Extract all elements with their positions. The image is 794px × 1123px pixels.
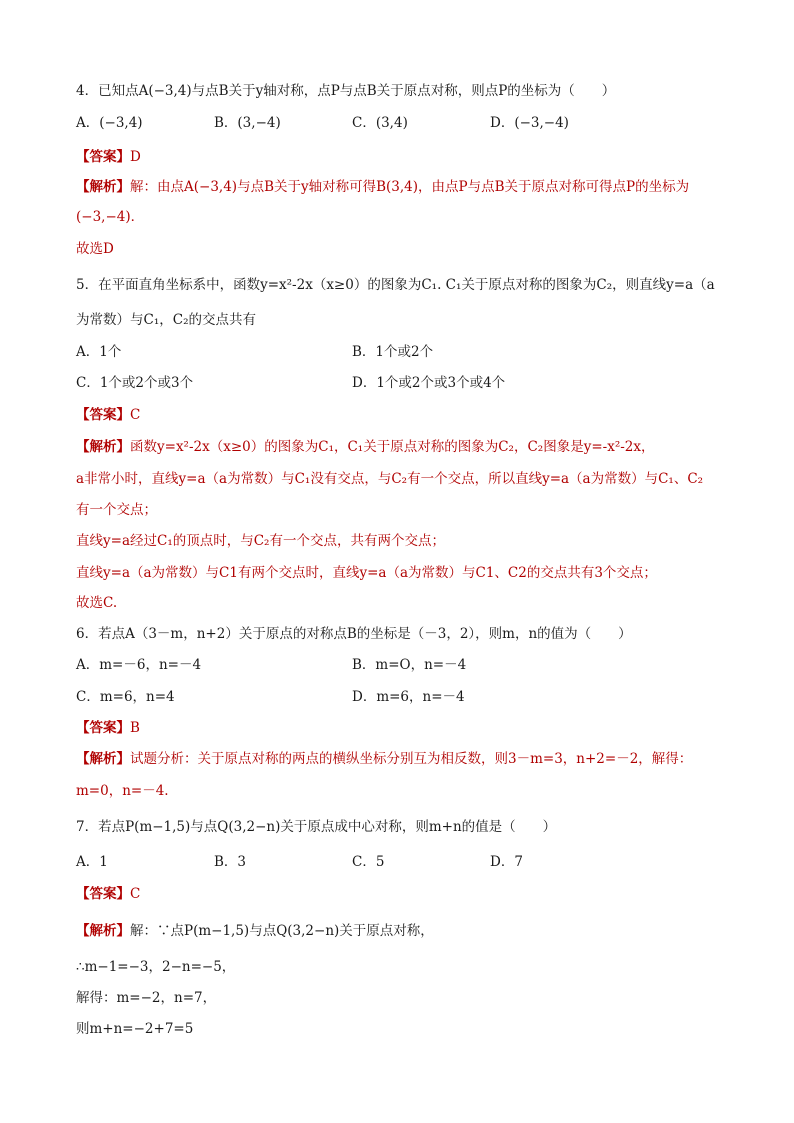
- q4-option-a: A．(−3,4): [76, 115, 143, 131]
- answer-value: C: [130, 407, 141, 423]
- q4-analysis-line-3: 故选D: [76, 241, 114, 257]
- q5-analysis-line-5: 直线y=a（a为常数）与C1有两个交点时，直线y=a（a为常数）与C1、C2的交点共有3个交点；: [76, 565, 657, 581]
- q5-option-a: A．1个: [76, 344, 122, 360]
- analysis-text: 解：∵点P(m−1,5)与点Q(3,2−n)关于原点对称，: [130, 923, 434, 939]
- q5-analysis-line-4: 直线y=a经过C₁的顶点时，与C₂有一个交点，共有两个交点；: [76, 533, 445, 549]
- q4-answer: [76, 148, 141, 166]
- analysis-text: 试题分析：关于原点对称的两点的横纵坐标分别互为相反数，则3－m=3，n+2=－2，解得：: [130, 751, 693, 767]
- q7-option-b: B．3: [214, 854, 247, 870]
- answer-label: 【答案】: [76, 886, 130, 902]
- q6-option-a: A．m=－6，n=－4: [76, 657, 202, 673]
- answer-value: C: [130, 886, 141, 902]
- q4-analysis-line-2: (−3,−4)．: [76, 209, 145, 225]
- q5-stem-line-2: 为常数）与C₁，C₂的交点共有: [76, 312, 256, 328]
- answer-label: 【答案】: [76, 720, 130, 736]
- q5-option-b: B．1个或2个: [352, 344, 434, 360]
- q7-analysis-line-4: 则m+n=−2+7=5: [76, 1021, 194, 1037]
- q5-stem-line-1: 5．在平面直角坐标系中，函数y=x²-2x（x≥0）的图象为C₁. C₁关于原点对称的图象为C₂，则直线y=a（a: [76, 277, 715, 293]
- q6-option-d: D．m=6，n=－4: [352, 689, 465, 705]
- q4-stem: 4．已知点A(−3,4)与点B关于y轴对称，点P与点B关于原点对称，则点P的坐标为（ ）: [76, 83, 616, 99]
- q5-analysis-line-2: a非常小时，直线y=a（a为常数）与C₁没有交点，与C₂有一个交点，所以直线y=a（a为常数）与C₁、C₂: [76, 471, 704, 487]
- q6-option-c: C．m=6，n=4: [76, 689, 175, 705]
- q7-answer: [76, 885, 140, 903]
- analysis-text: 函数y=x²-2x（x≥0）的图象为C₁，C₁关于原点对称的图象为C₂，C₂图象是y=-x²-2x，: [130, 439, 655, 455]
- q5-analysis-line-3: 有一个交点；: [76, 502, 157, 518]
- q7-analysis-line-2: ∴m−1=−3，2−n=−5，: [76, 959, 236, 975]
- q5-answer: [76, 406, 140, 424]
- q6-analysis-line-1: [76, 750, 692, 768]
- analysis-label: 【解析】: [76, 439, 130, 455]
- q7-option-c: C．5: [352, 854, 385, 870]
- q7-option-a: A．1: [76, 854, 108, 870]
- analysis-text: 解：由点A(−3,4)与点B关于y轴对称可得B(3,4)，由点P与点B关于原点对称可得点P的坐标为: [130, 179, 690, 195]
- analysis-label: 【解析】: [76, 923, 130, 939]
- answer-label: 【答案】: [76, 407, 130, 423]
- q6-analysis-line-2: m=0，n=－4.: [76, 783, 169, 799]
- analysis-label: 【解析】: [76, 751, 130, 767]
- q7-option-d: D．7: [490, 854, 523, 870]
- q4-option-b: B．(3,−4): [214, 115, 281, 131]
- q4-option-c: C．(3,4): [352, 115, 408, 131]
- q5-option-d: D．1个或2个或3个或4个: [352, 375, 506, 391]
- q5-analysis-line-1: [76, 438, 655, 456]
- q7-analysis-line-1: [76, 922, 434, 940]
- q5-analysis-line-6: 故选C.: [76, 595, 118, 611]
- answer-value: D: [130, 149, 141, 165]
- answer-label: 【答案】: [76, 149, 130, 165]
- analysis-label: 【解析】: [76, 179, 130, 195]
- q4-option-d: D．(−3,−4): [490, 115, 569, 131]
- q5-option-c: C．1个或2个或3个: [76, 375, 194, 391]
- q6-stem: 6．若点A（3－m，n+2）关于原点的对称点B的坐标是（－3，2），则m，n的值为（ ）: [76, 626, 632, 642]
- q7-analysis-line-3: 解得：m=−2，n=7，: [76, 990, 217, 1006]
- q6-answer: [76, 719, 140, 737]
- answer-value: B: [130, 720, 140, 736]
- q6-option-b: B．m=O，n=－4: [352, 657, 467, 673]
- q7-stem: 7．若点P(m−1,5)与点Q(3,2−n)关于原点成中心对称，则m+n的值是（ ）: [76, 819, 557, 835]
- q4-analysis-line-1: [76, 178, 689, 196]
